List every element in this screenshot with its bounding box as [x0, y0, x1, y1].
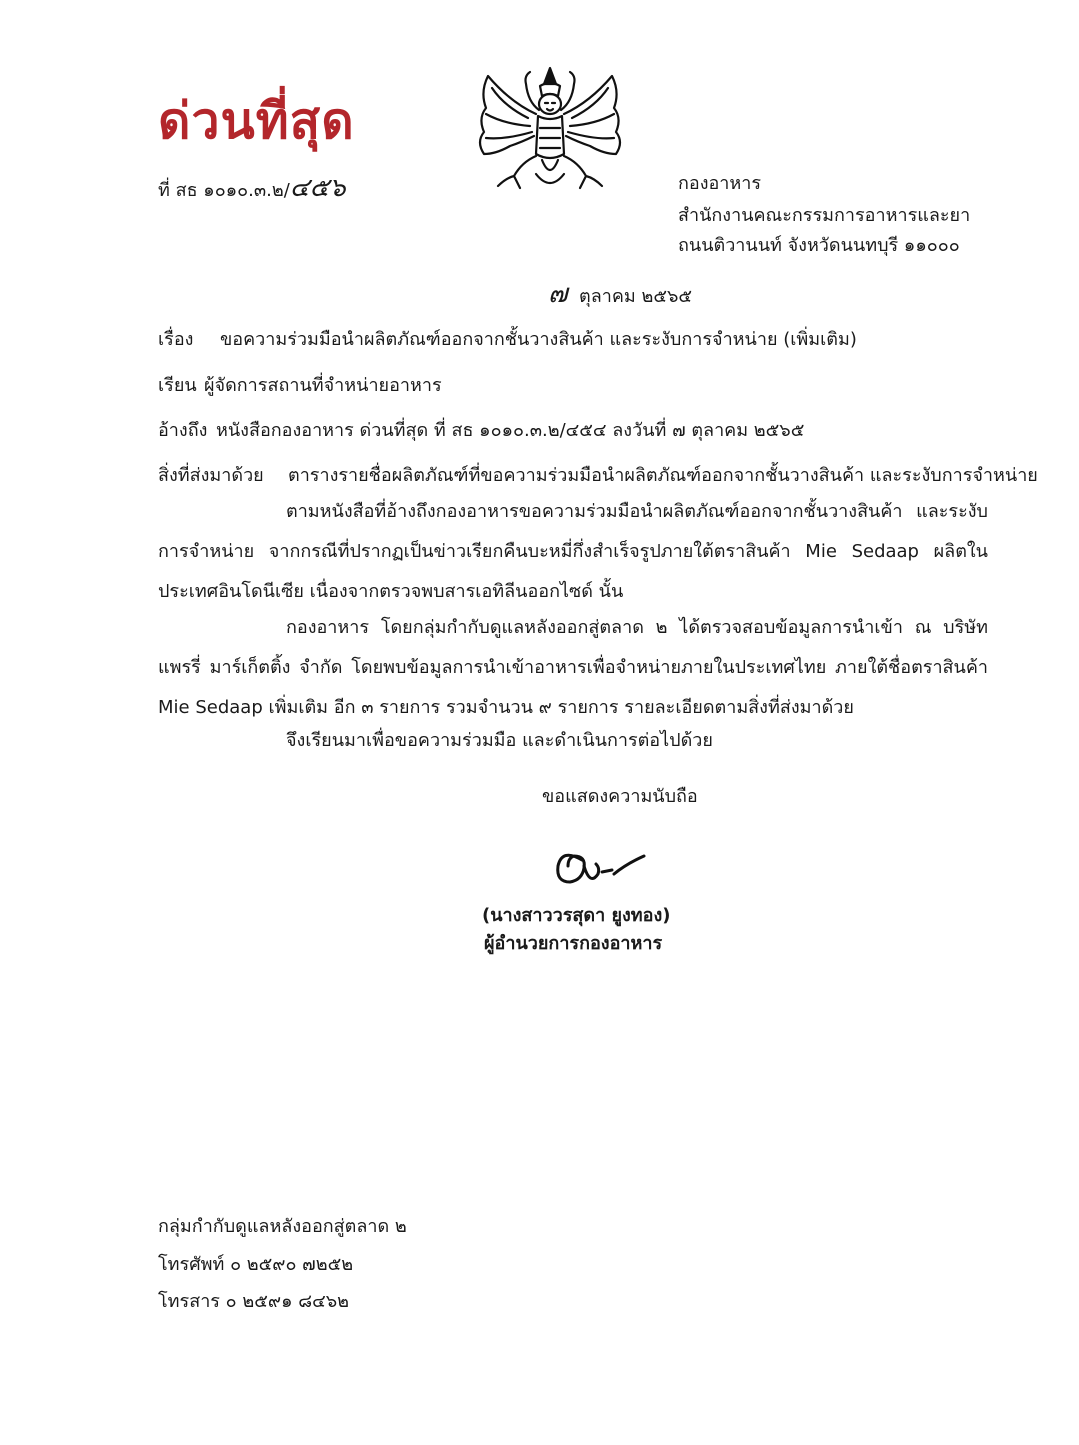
urgency-stamp: ด่วนที่สุด [158, 91, 355, 150]
subject-label: เรื่อง [158, 329, 194, 350]
recipient-row [158, 374, 442, 398]
sender-line-2: สำนักงานคณะกรรมการอาหารและยา [678, 205, 971, 226]
signer-position: ผู้อำนวยการกองอาหาร [484, 933, 663, 954]
footer-phone: โทรศัพท์ ๐ ๒๕๙๐ ๗๒๕๒ [158, 1254, 354, 1275]
sender-line-3: ถนนติวานนท์ จังหวัดนนทบุรี ๑๑๐๐๐ [678, 235, 960, 256]
date-day-handwritten: ๗ [548, 279, 568, 309]
enclosure-label: สิ่งที่ส่งมาด้วย [158, 465, 264, 486]
closing-text: ขอแสดงความนับถือ [542, 786, 698, 807]
reference-text: หนังสือกองอาหาร ด่วนที่สุด ที่ สธ ๑๐๑๐.๓.๒/๔๕๔ ลงวันที่ ๗ ตุลาคม ๒๕๖๕ [216, 420, 805, 441]
document-number-handwritten: ๔๕๖ [289, 173, 346, 203]
date-month-year: ตุลาคม ๒๕๖๕ [579, 286, 693, 307]
sender-line-1: กองอาหาร [678, 173, 762, 194]
body-paragraph-3: จึงเรียนมาเพื่อขอความร่วมมือ และดำเนินการต่อไปด้วย [286, 730, 713, 751]
body-paragraph-2-text: กองอาหาร โดยกลุ่มกำกับดูแลหลังออกสู่ตลาด ๒ ได้ตรวจสอบข้อมูลการนำเข้า ณ บริษัท แพรรี่ มาร์เก็ตติ้ง จำกัด โดยพบข้อมูลการนำเข้าอาหารเพื่อจำหน่ายภายในประเทศไทย ภายใต้ชื่อตราสินค้า Mie Sedaap เพิ่มเติม อีก ๓ รายการ รวมจำนวน ๙ รายการ รายละเอียดตามสิ่งที่ส่งมาด้วย [158, 617, 988, 718]
signer-name: (นางสาววรสุดา ยูงทอง) [482, 905, 671, 926]
garuda-emblem [470, 62, 630, 197]
document-number [158, 173, 346, 203]
footer-unit: กลุ่มกำกับดูแลหลังออกสู่ตลาด ๒ [158, 1216, 407, 1237]
document-date [548, 279, 693, 309]
body-paragraph-1 [158, 492, 988, 612]
subject-text: ขอความร่วมมือนำผลิตภัณฑ์ออกจากชั้นวางสินค้า และระงับการจำหน่าย (เพิ่มเติม) [220, 329, 857, 350]
reference-label: อ้างถึง [158, 420, 208, 441]
handwritten-signature [552, 842, 662, 890]
recipient-label: เรียน [158, 375, 197, 396]
enclosure-row [158, 464, 1038, 488]
recipient-text: ผู้จัดการสถานที่จำหน่ายอาหาร [204, 375, 442, 396]
body-paragraph-1-text: ตามหนังสือที่อ้างถึงกองอาหารขอความร่วมมือนำผลิตภัณฑ์ออกจากชั้นวางสินค้า และระงับการจำหน่าย จากกรณีที่ปรากฏเป็นข่าวเรียกคืนบะหมี่กึ่งสำเร็จรูปภายใต้ตราสินค้า Mie Sedaap ผลิตในประเทศอินโดนีเซีย เนื่องจากตรวจพบสารเอทิลีนออกไซด์ นั้น [158, 501, 988, 602]
reference-row [158, 419, 804, 443]
document-number-prefix: ที่ สธ ๑๐๑๐.๓.๒/ [158, 180, 290, 201]
footer-fax: โทรสาร ๐ ๒๕๙๑ ๘๔๖๒ [158, 1291, 350, 1312]
body-paragraph-2 [158, 608, 988, 728]
enclosure-text: ตารางรายชื่อผลิตภัณฑ์ที่ขอความร่วมมือนำผลิตภัณฑ์ออกจากชั้นวางสินค้า และระงับการจำหน่าย [288, 465, 1038, 486]
subject-row [158, 328, 857, 352]
